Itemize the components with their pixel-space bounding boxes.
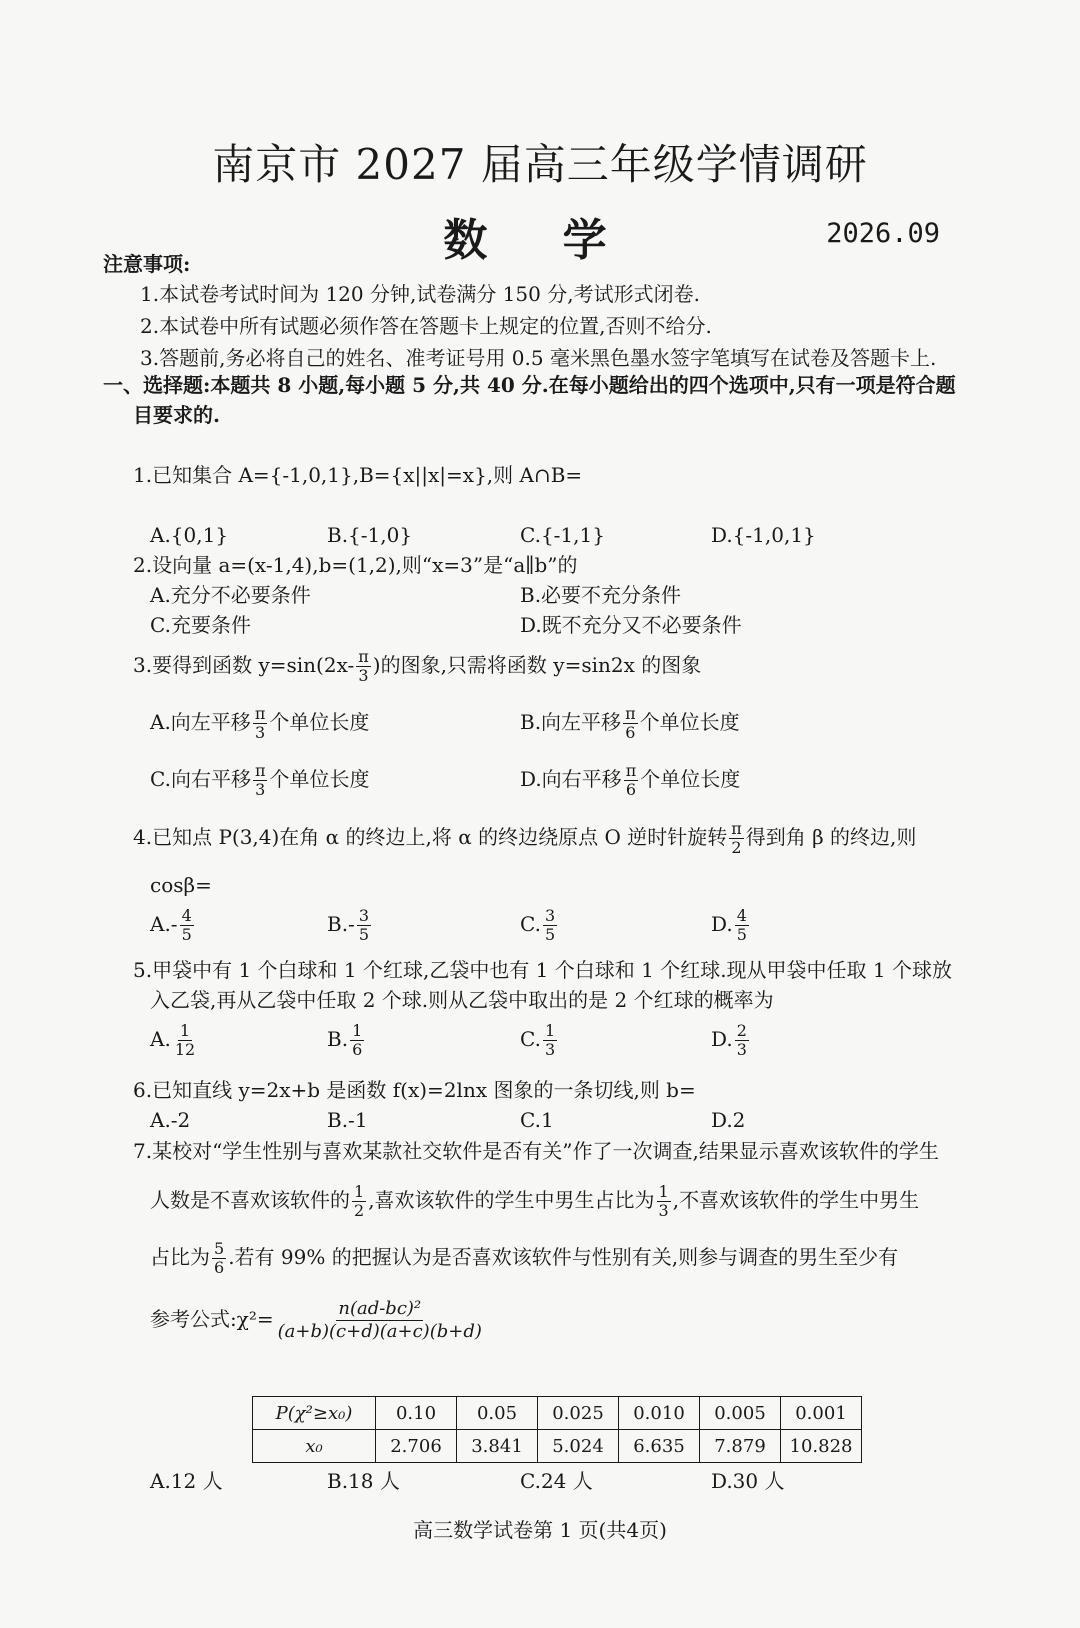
- table-cell: 0.05: [457, 1397, 538, 1430]
- fraction-numerator: n(ad-bc)²: [338, 1298, 422, 1319]
- option-text: 个单位长度: [640, 767, 741, 791]
- q3-option-b: [520, 705, 740, 742]
- table-cell: 0.010: [619, 1397, 700, 1430]
- option-text: 个单位长度: [639, 710, 740, 734]
- fraction-numerator: 5: [214, 1239, 225, 1258]
- question-4-stem: [133, 820, 916, 857]
- table-cell: 0.025: [538, 1397, 619, 1430]
- exam-date: 2026.09: [826, 218, 940, 249]
- table-row: [253, 1397, 862, 1430]
- table-cell: 5.024: [538, 1430, 619, 1463]
- q2-option-a: A.充分不必要条件: [150, 583, 311, 607]
- fraction-denominator: 5: [544, 925, 556, 944]
- q5-option-b: [327, 1022, 366, 1059]
- subject-title: 数 学: [443, 215, 637, 266]
- q7-fraction: [657, 1183, 671, 1220]
- fraction-numerator: 2: [736, 1021, 747, 1040]
- q6-option-c: C.1: [520, 1108, 554, 1132]
- fraction-denominator: 5: [358, 925, 369, 944]
- q7-fraction: [352, 1183, 366, 1220]
- option-fraction: [543, 1022, 557, 1059]
- option-label: B.-: [327, 912, 355, 936]
- option-fraction: [735, 907, 749, 944]
- option-text: 个单位长度: [269, 767, 370, 791]
- fraction-denominator: 12: [174, 1040, 196, 1059]
- q7-text: 占比为: [150, 1245, 210, 1269]
- option-label: C.向右平移: [150, 767, 251, 791]
- q3-stem-fraction: [356, 648, 371, 685]
- table-cell: 7.879: [700, 1430, 781, 1463]
- question-7-line1: 7.某校对“学生性别与喜欢某款社交软件是否有关”作了一次调查,结果显示喜欢该软件的学生: [133, 1139, 939, 1163]
- q1-option-c: C.{-1,1}: [520, 523, 605, 547]
- option-label: A.-: [150, 912, 178, 936]
- option-fraction: [623, 705, 638, 742]
- fraction-denominator: 2: [731, 838, 742, 857]
- fraction-numerator: π: [731, 819, 742, 838]
- fraction-denominator: 3: [358, 666, 369, 685]
- option-fraction: [357, 907, 371, 944]
- q7-fraction: [212, 1240, 226, 1277]
- option-fraction: [543, 907, 557, 944]
- q4-stem-fraction: [729, 820, 744, 857]
- q7-text: ,不喜欢该软件的学生中男生: [672, 1188, 920, 1212]
- fraction-numerator: 4: [181, 906, 192, 925]
- fraction-numerator: 1: [658, 1182, 669, 1201]
- option-label: A.: [150, 1027, 171, 1051]
- reference-formula: [150, 1298, 486, 1343]
- fraction-denominator: (a+b)(c+d)(a+c)(b+d): [277, 1321, 482, 1342]
- q4-option-c: [520, 907, 559, 944]
- option-label: D.: [711, 1027, 733, 1051]
- notes-heading: 注意事项:: [103, 252, 191, 276]
- q7-option-b: B.18 人: [327, 1469, 400, 1493]
- question-1-stem: 1.已知集合 A={-1,0,1},B={x||x|=x},则 A∩B=: [133, 463, 583, 487]
- fraction-denominator: 6: [352, 1040, 363, 1059]
- q5-option-c: [520, 1022, 559, 1059]
- fraction-numerator: 3: [358, 906, 369, 925]
- q4-stem-pre: 4.已知点 P(3,4)在角 α 的终边上,将 α 的终边绕原点 O 逆时针旋转: [133, 825, 728, 849]
- q7-option-c: C.24 人: [520, 1469, 593, 1493]
- question-7-line2: [150, 1183, 919, 1220]
- q3-option-d: [520, 762, 740, 799]
- fraction-numerator: π: [358, 647, 369, 666]
- question-6-stem: 6.已知直线 y=2x+b 是函数 f(x)=2lnx 图象的一条切线,则 b=: [133, 1078, 696, 1102]
- table-cell: 0.001: [781, 1397, 862, 1430]
- q7-option-a: A.12 人: [150, 1469, 223, 1493]
- table-cell: 10.828: [781, 1430, 862, 1463]
- fraction-denominator: 3: [544, 1040, 556, 1059]
- fraction-numerator: π: [625, 704, 636, 723]
- note-item-1: 1.本试卷考试时间为 120 分钟,试卷满分 150 分,考试形式闭卷.: [140, 282, 700, 306]
- fraction-denominator: 3: [254, 723, 266, 742]
- q3-option-a: [150, 705, 369, 742]
- critical-value-table: [252, 1396, 862, 1463]
- option-fraction: [350, 1022, 364, 1059]
- fraction-denominator: 6: [625, 780, 637, 799]
- formula-fraction: [276, 1298, 484, 1343]
- q7-text: .若有 99% 的把握认为是否喜欢该软件与性别有关,则参与调查的男生至少有: [228, 1245, 899, 1269]
- option-text: 个单位长度: [269, 710, 370, 734]
- q4-option-a: [150, 907, 196, 944]
- fraction-denominator: 5: [181, 925, 192, 944]
- question-5-line1: 5.甲袋中有 1 个白球和 1 个红球,乙袋中也有 1 个白球和 1 个红球.现从甲袋中任取 1 个球放: [133, 958, 952, 982]
- table-cell: x₀: [253, 1430, 376, 1463]
- q4-stem-post: 得到角 β 的终边,则: [745, 825, 917, 849]
- q1-option-b: B.{-1,0}: [327, 523, 413, 547]
- page-footer: 高三数学试卷第 1 页(共4页): [413, 1518, 667, 1542]
- q1-option-a: A.{0,1}: [150, 523, 229, 547]
- formula-label: 参考公式:χ²=: [150, 1307, 274, 1331]
- fraction-numerator: π: [254, 704, 266, 723]
- fraction-denominator: 6: [625, 723, 636, 742]
- fraction-numerator: 1: [354, 1182, 365, 1201]
- fraction-denominator: 3: [736, 1040, 747, 1059]
- fraction-numerator: π: [625, 761, 637, 780]
- q4-option-d: [711, 907, 751, 944]
- option-label: B.: [327, 1027, 349, 1051]
- question-3-stem: [133, 648, 701, 685]
- exam-title: 南京市 2027 届高三年级学情调研: [212, 140, 868, 189]
- q2-option-d: D.既不充分又不必要条件: [520, 613, 742, 637]
- q6-option-b: B.-1: [327, 1108, 368, 1132]
- q2-option-c: C.充要条件: [150, 613, 251, 637]
- q7-option-d: D.30 人: [711, 1469, 785, 1493]
- question-4-stem-line2: cosβ=: [150, 873, 212, 897]
- option-fraction: [173, 1022, 197, 1059]
- fraction-numerator: 1: [179, 1021, 191, 1040]
- section-heading-line1: 一、选择题:本题共 8 小题,每小题 5 分,共 40 分.在每小题给出的四个选项中,只有一项是符合题: [103, 373, 956, 397]
- q6-option-d: D.2: [711, 1108, 746, 1132]
- table-cell: 6.635: [619, 1430, 700, 1463]
- table-cell: 2.706: [376, 1430, 457, 1463]
- fraction-denominator: 6: [214, 1258, 225, 1277]
- table-row: [253, 1430, 862, 1463]
- table-cell: 3.841: [457, 1430, 538, 1463]
- option-label: A.向左平移: [150, 710, 251, 734]
- option-label: D.向右平移: [520, 767, 622, 791]
- option-label: C.: [520, 1027, 541, 1051]
- option-label: B.向左平移: [520, 710, 622, 734]
- option-label: D.: [711, 912, 733, 936]
- option-fraction: [253, 762, 268, 799]
- q5-option-d: [711, 1022, 751, 1059]
- q3-stem-post: )的图象,只需将函数 y=sin2x 的图象: [372, 653, 702, 677]
- q5-option-a: [150, 1022, 199, 1059]
- fraction-denominator: 3: [255, 780, 266, 799]
- section-heading-line2: 目要求的.: [133, 403, 220, 427]
- question-7-line3: [150, 1240, 898, 1277]
- option-fraction: [253, 705, 268, 742]
- fraction-denominator: 5: [736, 925, 747, 944]
- option-fraction: [735, 1022, 749, 1059]
- fraction-numerator: 3: [544, 906, 556, 925]
- fraction-numerator: 1: [544, 1021, 556, 1040]
- q2-option-b: B.必要不充分条件: [520, 583, 682, 607]
- option-label: C.: [520, 912, 541, 936]
- table-cell: 0.10: [376, 1397, 457, 1430]
- table-cell: 0.005: [700, 1397, 781, 1430]
- fraction-numerator: 4: [736, 906, 747, 925]
- note-item-2: 2.本试卷中所有试题必须作答在答题卡上规定的位置,否则不给分.: [140, 314, 712, 338]
- question-5-line2: 入乙袋,再从乙袋中任取 2 个球.则从乙袋中取出的是 2 个红球的概率为: [150, 988, 774, 1012]
- question-2-stem: 2.设向量 a=(x-1,4),b=(1,2),则“x=3”是“a∥b”的: [133, 553, 578, 577]
- note-item-3: 3.答题前,务必将自己的姓名、准考证号用 0.5 毫米黑色墨水签字笔填写在试卷及答题卡上.: [140, 346, 937, 370]
- option-fraction: [624, 762, 639, 799]
- fraction-numerator: 1: [352, 1021, 363, 1040]
- q3-option-c: [150, 762, 369, 799]
- fraction-denominator: 2: [354, 1201, 365, 1220]
- option-fraction: [180, 907, 194, 944]
- q7-text: 人数是不喜欢该软件的: [150, 1188, 350, 1212]
- q6-option-a: A.-2: [150, 1108, 191, 1132]
- fraction-numerator: π: [254, 761, 266, 780]
- q7-text: ,喜欢该软件的学生中男生占比为: [368, 1188, 655, 1212]
- q3-stem-pre: 3.要得到函数 y=sin(2x-: [133, 653, 355, 677]
- table-cell: P(χ²≥x₀): [253, 1397, 376, 1430]
- q1-option-d: D.{-1,0,1}: [711, 523, 816, 547]
- q4-option-b: [327, 907, 373, 944]
- fraction-denominator: 3: [658, 1201, 669, 1220]
